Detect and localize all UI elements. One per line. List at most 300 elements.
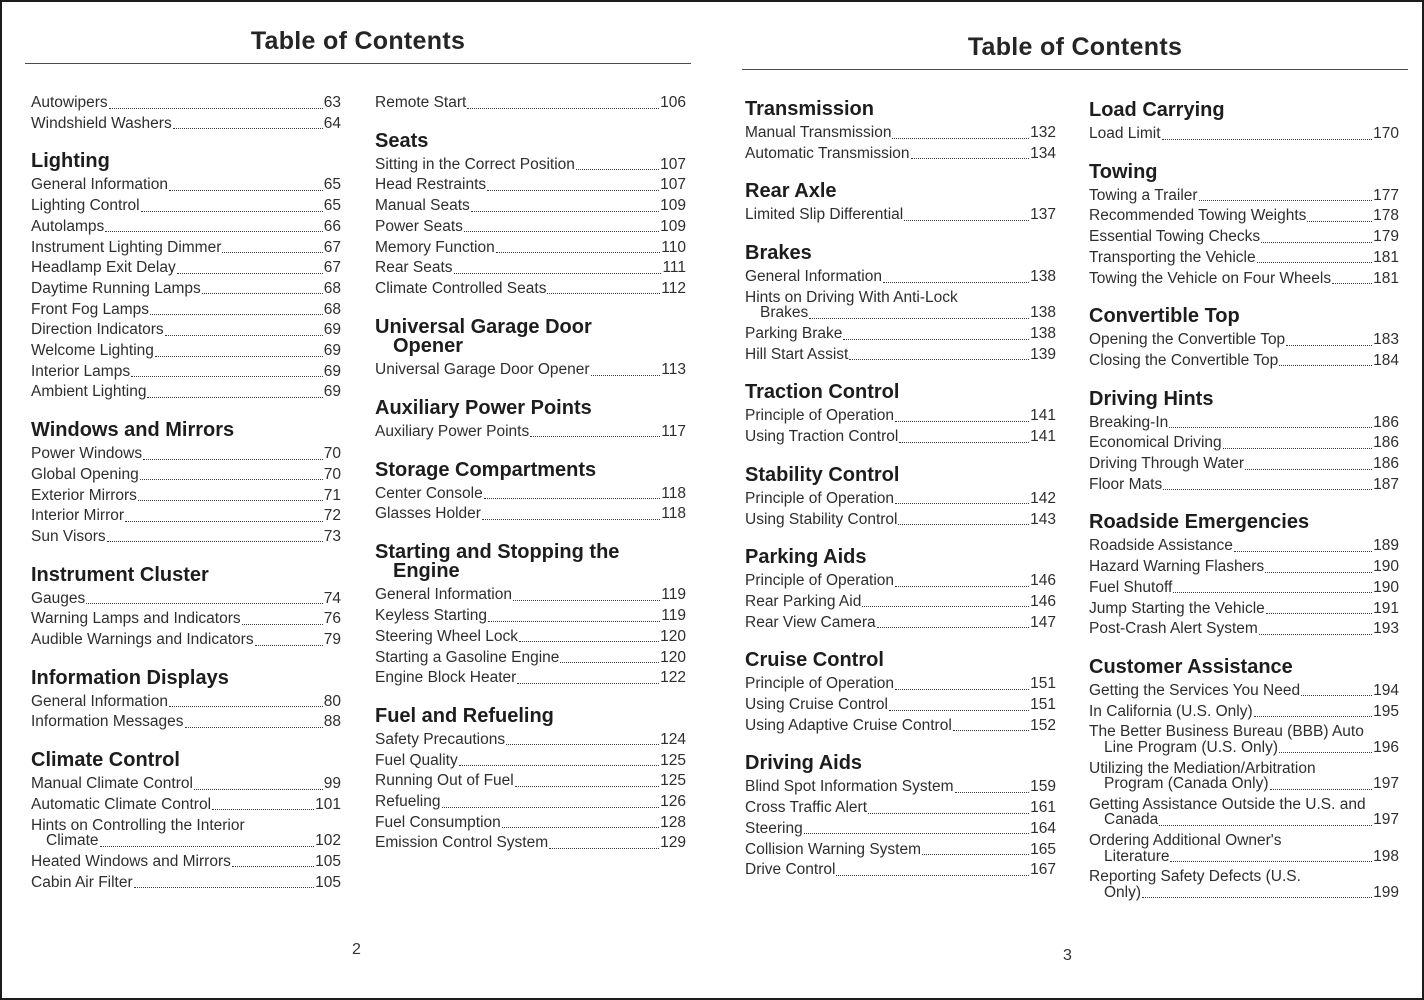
toc-section	[31, 93, 341, 134]
entry-title: Fuel Quality	[375, 751, 458, 769]
toc-column	[1089, 101, 1399, 903]
entry-line	[1089, 454, 1399, 475]
dot-leader	[922, 854, 1029, 855]
entry-page-number: 134	[1030, 144, 1056, 162]
dot-leader	[487, 190, 659, 191]
entry-title: Essential Towing Checks	[1089, 228, 1261, 246]
entry-page-number: 179	[1373, 228, 1399, 246]
entry-line	[1089, 619, 1399, 640]
entry-line	[745, 674, 1056, 695]
entry-line	[745, 123, 1056, 144]
section-heading-line: Parking Aids	[745, 546, 867, 569]
section-heading	[745, 754, 1056, 774]
entry-title: Manual Transmission	[745, 124, 892, 141]
toc-section	[375, 396, 686, 443]
entry-page-number: 190	[1373, 558, 1399, 576]
entry-line	[375, 813, 686, 834]
entry-title: Universal Garage Door Opener	[375, 361, 590, 379]
section-heading	[31, 666, 341, 689]
toc-entry	[745, 674, 1056, 695]
toc-section	[31, 421, 341, 548]
entry-title: Getting Assistance Outside the U.S. and	[1089, 795, 1366, 813]
toc-entry	[31, 217, 341, 238]
entry-line	[375, 751, 686, 772]
entry-page-number: 67	[323, 259, 341, 277]
entry-page-number: 181	[1373, 269, 1399, 287]
section-heading-line: Cruise Control	[745, 649, 884, 672]
entry-page-number: 67	[323, 238, 341, 256]
toc-entry	[745, 571, 1056, 592]
entry-page-number: 66	[323, 217, 341, 235]
entry-title: Emission Control System	[375, 834, 549, 852]
dot-leader	[883, 282, 1029, 283]
dot-leader	[892, 138, 1029, 139]
page-number: 2	[352, 941, 361, 958]
dot-leader	[1301, 695, 1372, 696]
entry-title: General Information	[375, 586, 512, 604]
dot-leader	[904, 220, 1029, 221]
entry-title: Load Limit	[1089, 125, 1161, 142]
section-heading	[31, 751, 341, 771]
entry-line	[375, 155, 686, 176]
section-heading-line: Driving Hints	[1089, 387, 1214, 410]
entry-title: Economical Driving	[1089, 434, 1222, 452]
toc-section	[1089, 655, 1399, 904]
toc-entry	[745, 288, 1056, 324]
toc-entry	[745, 777, 1056, 798]
dot-leader	[1279, 752, 1372, 753]
dot-leader	[1159, 825, 1372, 826]
section-heading-line: Brakes	[745, 242, 812, 265]
entry-title: Warning Lamps and Indicators	[31, 610, 241, 628]
section-heading	[1089, 101, 1399, 121]
toc-entry	[1089, 599, 1399, 620]
toc-entry	[1089, 681, 1399, 702]
entry-page-number: 109	[660, 197, 686, 215]
dot-leader	[911, 158, 1030, 159]
entry-page-number: 128	[660, 813, 686, 831]
section-heading-line: Universal Garage Door	[375, 315, 592, 338]
entry-line	[745, 510, 1056, 531]
entry-page-number: 113	[661, 361, 686, 379]
dot-leader	[150, 314, 323, 315]
section-heading	[745, 651, 1056, 671]
entry-page-number: 117	[661, 422, 686, 440]
entry-line	[745, 144, 1056, 165]
dot-leader	[255, 645, 323, 646]
section-heading-line: Lighting	[31, 150, 110, 173]
entry-page-number: 111	[662, 259, 686, 277]
entry-title: Front Fog Lamps	[31, 300, 150, 318]
toc-entry	[31, 196, 341, 217]
entry-line	[1089, 351, 1399, 372]
entry-title: Using Traction Control	[745, 428, 899, 446]
toc-section	[745, 651, 1056, 736]
section-heading-line: Rear Axle	[745, 180, 837, 203]
entry-title: Line Program (U.S. Only)	[1104, 738, 1278, 756]
dot-leader	[849, 359, 1029, 360]
toc-entry	[745, 716, 1056, 737]
entry-line	[31, 238, 341, 259]
dot-leader	[194, 789, 323, 790]
entry-line	[375, 258, 686, 279]
section-heading-line: Convertible Top	[1089, 305, 1240, 328]
page-number: 3	[1063, 947, 1072, 964]
entry-page-number: 164	[1030, 819, 1056, 837]
toc-section	[375, 458, 686, 525]
entry-line	[31, 795, 341, 816]
dot-leader	[591, 375, 661, 376]
entry-page-number: 105	[315, 852, 341, 870]
section-heading	[31, 152, 341, 172]
entry-line	[375, 484, 686, 505]
dot-leader	[1261, 242, 1372, 243]
entry-page-number: 101	[315, 795, 341, 813]
entry-title: Head Restraints	[375, 176, 487, 194]
dot-leader	[1223, 448, 1372, 449]
entry-page-number: 112	[661, 279, 686, 297]
dot-leader	[1266, 613, 1372, 614]
entry-title: Auxiliary Power Points	[375, 422, 530, 440]
section-heading	[375, 458, 686, 481]
entry-line	[31, 444, 341, 465]
entry-page-number: 146	[1030, 572, 1056, 590]
entry-page-number: 70	[323, 465, 341, 483]
section-heading-line: Storage Compartments	[375, 458, 597, 481]
dot-leader	[1142, 897, 1372, 898]
section-heading-line: Engine	[393, 560, 460, 583]
section-heading-line: Stability Control	[745, 463, 900, 486]
toc-entry	[1089, 248, 1399, 269]
entry-title: Manual Climate Control	[31, 775, 193, 793]
entry-page-number: 122	[660, 669, 686, 687]
toc-section	[745, 244, 1056, 365]
toc-entry	[1089, 619, 1399, 640]
toc-column	[745, 100, 1056, 881]
section-heading	[1089, 513, 1399, 533]
dot-leader	[242, 624, 323, 625]
dot-leader	[1279, 365, 1372, 366]
toc-entry	[375, 771, 686, 792]
entry-line	[745, 267, 1056, 288]
entry-title: Steering Wheel Lock	[375, 627, 519, 645]
entry-line	[31, 486, 341, 507]
entry-title: Interior Mirror	[31, 507, 125, 525]
entry-title: Climate	[46, 832, 99, 850]
entry-line	[745, 592, 1056, 613]
entry-page-number: 69	[323, 321, 341, 339]
entry-title: Windshield Washers	[31, 114, 172, 132]
entry-title: Autowipers	[31, 94, 108, 111]
entry-line	[745, 406, 1056, 427]
section-heading-line: Information Displays	[31, 666, 229, 689]
dot-leader	[222, 252, 322, 253]
entry-line	[31, 382, 341, 403]
entry-title: Remote Start	[375, 94, 467, 111]
page-title: Table of Contents	[967, 33, 1183, 61]
dot-leader	[141, 211, 323, 212]
entry-page-number: 197	[1373, 811, 1399, 829]
toc-entry	[31, 341, 341, 362]
entry-page-number: 191	[1373, 599, 1399, 617]
section-heading-line: Driving Aids	[745, 752, 863, 775]
entry-page-number: 109	[660, 217, 686, 235]
entry-line	[375, 792, 686, 813]
dot-leader	[804, 833, 1029, 834]
dot-leader	[1169, 427, 1372, 428]
dot-leader	[576, 169, 659, 170]
entry-title: Welcome Lighting	[31, 342, 154, 360]
toc-entry	[375, 627, 686, 648]
entry-line	[31, 873, 341, 894]
toc-entry	[31, 93, 341, 114]
dot-leader	[547, 293, 660, 294]
entry-line	[745, 489, 1056, 510]
toc-entry	[1089, 722, 1399, 758]
entry-title: Climate Controlled Seats	[375, 279, 547, 297]
entry-title: Safety Precautions	[375, 730, 506, 748]
entry-title: Center Console	[375, 484, 483, 502]
entry-line	[1089, 475, 1399, 496]
dot-leader	[131, 376, 323, 377]
toc-entry	[375, 258, 686, 279]
entry-title: Interior Lamps	[31, 362, 131, 380]
toc-section	[375, 315, 686, 381]
toc-entry	[31, 258, 341, 279]
entry-title: Audible Warnings and Indicators	[31, 631, 254, 649]
toc-entry	[31, 506, 341, 527]
toc-entry	[31, 609, 341, 630]
toc-entry	[1089, 702, 1399, 723]
entry-title: Program (Canada Only)	[1104, 775, 1269, 793]
entry-line	[745, 613, 1056, 634]
entry-title: Breaking-In	[1089, 413, 1169, 431]
dot-leader	[177, 273, 323, 274]
entry-page-number: 74	[323, 589, 341, 607]
section-heading	[1089, 307, 1399, 327]
entry-title: Heated Windows and Mirrors	[31, 852, 231, 870]
entry-title: Utilizing the Mediation/Arbitration	[1089, 759, 1316, 777]
dot-leader	[105, 231, 323, 232]
entry-page-number: 165	[1030, 840, 1056, 858]
toc-entry	[375, 648, 686, 669]
toc-entry	[31, 320, 341, 341]
toc-entry	[745, 510, 1056, 531]
toc-entry	[1089, 454, 1399, 475]
toc-entry	[745, 592, 1056, 613]
toc-section	[1089, 160, 1399, 290]
entry-title: Autolamps	[31, 217, 105, 235]
entry-title: Towing a Trailer	[1089, 186, 1198, 204]
toc-entry	[31, 774, 341, 795]
toc-column	[375, 93, 686, 854]
entry-line	[745, 427, 1056, 448]
entry-line	[375, 279, 686, 300]
entry-line	[375, 196, 686, 217]
entry-title: Canada	[1104, 811, 1159, 829]
entry-line	[1089, 578, 1399, 599]
dot-leader	[1162, 139, 1373, 140]
toc-entry	[745, 489, 1056, 510]
toc-entry	[31, 816, 341, 852]
entry-title: The Better Business Bureau (BBB) Auto	[1089, 723, 1364, 741]
dot-leader	[862, 606, 1029, 607]
entry-line	[375, 648, 686, 669]
entry-title: Drive Control	[745, 861, 836, 879]
entry-line	[31, 465, 341, 486]
toc-entry	[31, 175, 341, 196]
dot-leader	[454, 273, 662, 274]
entry-line	[1089, 330, 1399, 351]
section-heading	[745, 244, 1056, 264]
toc-entry	[375, 668, 686, 689]
entry-line	[31, 589, 341, 610]
entry-title: In California (U.S. Only)	[1089, 702, 1253, 720]
toc-entry	[375, 504, 686, 525]
entry-page-number: 72	[323, 507, 341, 525]
entry-line	[1089, 557, 1399, 578]
entry-page-number: 190	[1373, 578, 1399, 596]
toc-entry	[1089, 475, 1399, 496]
dot-leader	[1286, 345, 1372, 346]
dot-leader	[467, 108, 659, 109]
dot-leader	[1170, 861, 1372, 862]
toc-entry	[31, 382, 341, 403]
entry-title: Ordering Additional Owner's	[1089, 832, 1282, 850]
toc-entry	[375, 155, 686, 176]
entry-title: Daytime Running Lamps	[31, 279, 201, 297]
entry-line	[31, 692, 341, 713]
toc-entry	[31, 279, 341, 300]
section-heading	[375, 315, 686, 358]
toc-entry	[745, 345, 1056, 366]
entry-page-number: 126	[660, 793, 686, 811]
dot-leader	[169, 706, 323, 707]
entry-line	[375, 217, 686, 238]
dot-leader	[513, 600, 660, 601]
toc-entry	[375, 585, 686, 606]
entry-page-number: 152	[1030, 716, 1056, 734]
entry-title: Hints on Driving With Anti-Lock	[745, 288, 958, 306]
entry-page-number: 106	[660, 94, 686, 111]
toc-entry	[375, 751, 686, 772]
toc-entry	[1089, 759, 1399, 795]
toc-entry	[375, 360, 686, 381]
entry-line	[31, 279, 341, 300]
entry-line	[31, 300, 341, 321]
toc-entry	[1089, 536, 1399, 557]
entry-line	[31, 175, 341, 196]
entry-line	[745, 324, 1056, 345]
entry-title: Fuel Shutoff	[1089, 578, 1173, 596]
dot-leader	[889, 710, 1029, 711]
entry-title: Cross Traffic Alert	[745, 799, 868, 817]
entry-page-number: 151	[1030, 696, 1056, 714]
dot-leader	[1234, 551, 1372, 552]
dot-leader	[1173, 592, 1372, 593]
dot-leader	[155, 356, 323, 357]
toc-entry	[375, 813, 686, 834]
entry-page-number: 194	[1373, 681, 1399, 699]
entry-page-number: 177	[1373, 186, 1399, 204]
entry-page-number: 69	[323, 342, 341, 360]
entry-page-number: 187	[1373, 475, 1399, 493]
entry-page-number: 161	[1030, 799, 1056, 817]
dot-leader	[843, 339, 1029, 340]
entry-line	[375, 771, 686, 792]
entry-title: Lighting Control	[31, 197, 140, 215]
entry-line	[1089, 186, 1399, 207]
toc-entry	[31, 527, 341, 548]
entry-page-number: 63	[323, 94, 341, 111]
dot-leader	[1254, 716, 1372, 717]
entry-title: General Information	[31, 692, 168, 710]
section-heading-line: Climate Control	[31, 749, 180, 772]
toc-entry	[31, 238, 341, 259]
entry-page-number: 107	[660, 155, 686, 173]
entry-line	[1089, 536, 1399, 557]
toc-entry	[31, 444, 341, 465]
entry-title: Jump Starting the Vehicle	[1089, 599, 1265, 617]
entry-page-number: 178	[1373, 207, 1399, 225]
section-heading	[745, 548, 1056, 568]
entry-line	[745, 571, 1056, 592]
entry-line	[31, 258, 341, 279]
entry-page-number: 119	[661, 607, 686, 625]
entry-title: Exterior Mirrors	[31, 486, 137, 504]
toc-entry	[31, 795, 341, 816]
entry-title: Instrument Lighting Dimmer	[31, 238, 222, 256]
entry-line	[31, 196, 341, 217]
entry-line	[375, 668, 686, 689]
dot-leader	[202, 293, 323, 294]
dot-leader	[212, 809, 314, 810]
toc-section	[375, 93, 686, 114]
toc-section	[31, 751, 341, 893]
entry-title: Keyless Starting	[375, 607, 487, 625]
entry-line	[745, 777, 1056, 798]
dot-leader	[899, 442, 1029, 443]
entry-page-number: 129	[660, 834, 686, 852]
entry-page-number: 132	[1030, 124, 1056, 141]
entry-line	[31, 630, 341, 651]
entry-title: Limited Slip Differential	[745, 206, 904, 224]
dot-leader	[898, 524, 1029, 525]
entry-title: Transporting the Vehicle	[1089, 248, 1256, 266]
entry-line	[31, 774, 341, 795]
entry-title: Rear View Camera	[745, 613, 876, 631]
entry-page-number: 137	[1030, 206, 1056, 224]
entry-title: Principle of Operation	[745, 489, 895, 507]
dot-leader	[530, 436, 660, 437]
entry-page-number: 196	[1373, 738, 1399, 756]
entry-title: Memory Function	[375, 238, 495, 256]
dot-leader	[1265, 572, 1372, 573]
entry-page-number: 88	[323, 713, 341, 731]
entry-line	[375, 730, 686, 751]
entry-title: Opening the Convertible Top	[1089, 331, 1286, 349]
dot-leader	[484, 498, 661, 499]
entry-page-number: 170	[1373, 125, 1399, 142]
section-heading	[745, 100, 1056, 120]
entry-page-number: 68	[323, 300, 341, 318]
dot-leader	[506, 744, 659, 745]
entry-line	[745, 860, 1056, 881]
entry-page-number: 102	[315, 832, 341, 850]
entry-page-number: 124	[660, 730, 686, 748]
toc-entry	[1089, 557, 1399, 578]
section-heading	[745, 182, 1056, 202]
